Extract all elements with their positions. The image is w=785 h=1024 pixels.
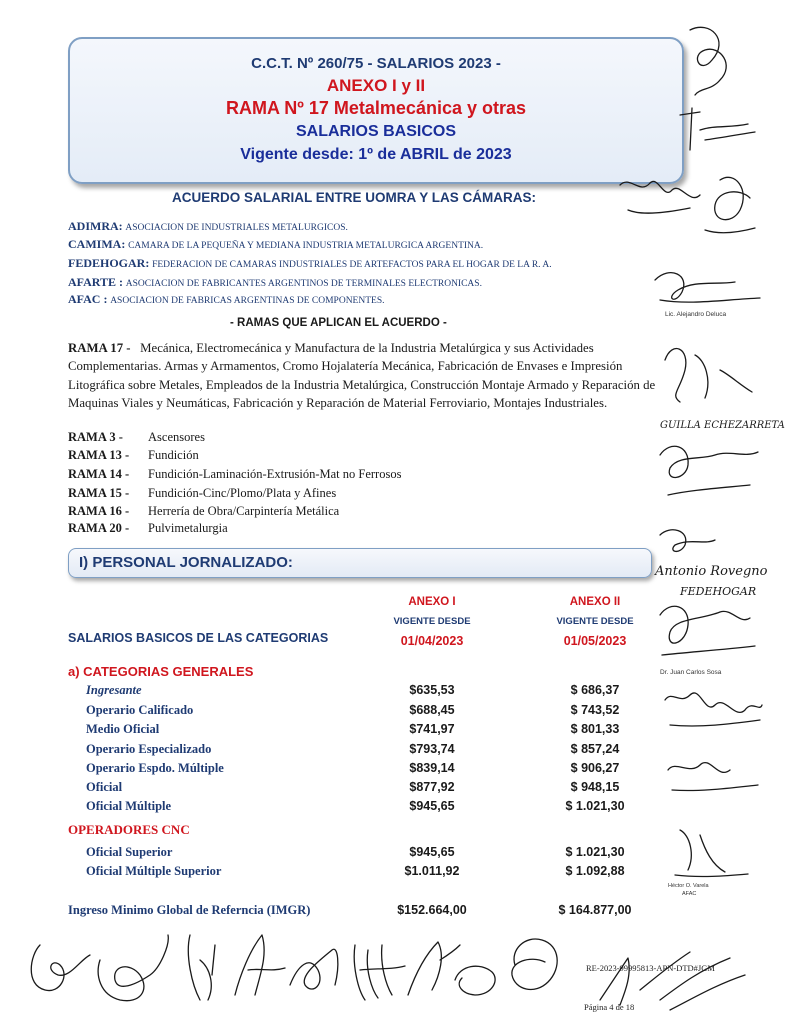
- salary-anexo-2: $ 686,37: [570, 683, 620, 697]
- rama-label: RAMA 20 -: [68, 521, 130, 535]
- category-name: Operario Especializado: [86, 742, 212, 756]
- table-row: [0, 799, 768, 818]
- column-vigente-2: VIGENTE DESDE: [556, 616, 634, 627]
- chamber-abbr: CAMIMA:: [68, 237, 126, 251]
- salary-anexo-1: $945,65: [409, 845, 455, 859]
- signature-label-echezarreta: GUILLA ECHEZARRETA: [660, 420, 785, 431]
- signature-scribble: [188, 935, 215, 1000]
- rama-14: [68, 467, 401, 482]
- agreement-title: ACUERDO SALARIAL ENTRE UOMRA Y LAS CÁMARAS:: [172, 190, 537, 205]
- signature-scribble: [705, 177, 755, 232]
- salary-anexo-1: $945,65: [409, 799, 455, 813]
- salary-anexo-2: $ 743,52: [570, 703, 620, 717]
- salary-anexo-1: $1.011,92: [404, 864, 460, 878]
- signature-scribble: [408, 942, 460, 995]
- rama-text: Ascensores: [148, 430, 205, 444]
- signature-scribble: [235, 935, 285, 995]
- table-title: SALARIOS BASICOS DE LAS CATEGORIAS: [68, 631, 329, 645]
- rama-label: RAMA 16 -: [68, 504, 130, 518]
- category-name: Oficial Múltiple: [86, 799, 172, 813]
- signature-label-fedehogar: FEDEHOGAR: [680, 585, 757, 598]
- table-row: [0, 864, 768, 883]
- header-box: [68, 37, 684, 184]
- imgr-anexo-1: $152.664,00: [397, 903, 467, 917]
- salary-anexo-2: $ 1.021,30: [565, 845, 625, 859]
- signature-scribble: [660, 606, 755, 655]
- rama-label: RAMA 15 -: [68, 486, 130, 500]
- chamber-abbr: AFARTE :: [68, 275, 124, 289]
- chamber-name: FEDERACION DE CAMARAS INDUSTRIALES DE ARTEFACTOS PARA EL HOGAR DE LA R. A.: [152, 260, 552, 270]
- chamber-afac: [68, 292, 384, 307]
- signature-scribble: [354, 945, 405, 1000]
- salary-anexo-1: $839,14: [409, 761, 455, 775]
- rama-17: [68, 339, 678, 413]
- signature-scribble: [660, 530, 715, 552]
- signature-scribble: [98, 935, 168, 1001]
- rama-text: Pulvimetalurgia: [148, 521, 228, 535]
- chamber-name: CAMARA DE LA PEQUEÑA Y MEDIANA INDUSTRIA METALURGICA ARGENTINA.: [128, 241, 484, 251]
- category-name: Medio Oficial: [86, 722, 160, 736]
- table-row: [0, 845, 768, 864]
- salary-anexo-1: $635,53: [409, 683, 455, 697]
- rama-label: RAMA 3 -: [68, 430, 123, 444]
- salary-anexo-2: $ 1.092,88: [565, 864, 625, 878]
- document-reference: RE-2023-99995813-APN-DTD#JGM: [586, 963, 715, 973]
- category-name: Operario Calificado: [86, 703, 194, 717]
- category-name: Ingresante: [86, 683, 142, 697]
- ramas-heading: - RAMAS QUE APLICAN EL ACUERDO -: [230, 317, 447, 329]
- signature-scribble: [660, 446, 758, 495]
- salary-anexo-2: $ 1.021,30: [565, 799, 625, 813]
- salary-anexo-1: $688,45: [409, 703, 455, 717]
- section-title: I) PERSONAL JORNALIZADO:: [79, 554, 293, 571]
- table-row: [0, 761, 768, 780]
- header-rama: RAMA Nº 17 Metalmecánica y otras: [225, 98, 526, 118]
- table-row: [0, 722, 768, 741]
- header-anexo: ANEXO I y II: [326, 76, 426, 95]
- column-anexo-2: ANEXO II: [569, 596, 621, 608]
- salary-anexo-1: $793,74: [409, 742, 455, 756]
- header-vigente: Vigente desde: 1º de ABRIL de 2023: [240, 146, 512, 163]
- chamber-abbr: FEDEHOGAR:: [68, 256, 150, 270]
- rama-label: RAMA 14 -: [68, 467, 130, 481]
- signature-scribble: [31, 945, 90, 991]
- chamber-abbr: AFAC :: [68, 292, 108, 306]
- cnc-operators-title: OPERADORES CNC: [68, 822, 190, 837]
- table-row: [0, 780, 768, 799]
- header-salarios: SALARIOS BASICOS: [295, 123, 456, 140]
- rama-text: Fundición-Laminación-Extrusión-Mat no Ferrosos: [148, 467, 402, 481]
- signature-scribble: [512, 939, 557, 989]
- chamber-name: ASOCIACION DE FABRICAS ARGENTINAS DE COMPONENTES.: [110, 296, 385, 306]
- category-name: Oficial Superior: [86, 845, 173, 859]
- signature-scribble: [690, 27, 726, 95]
- salary-anexo-2: $ 801,33: [570, 722, 620, 736]
- rama-13: [68, 448, 199, 463]
- signature-scribble: [290, 949, 338, 989]
- signature-label-afac: AFAC: [682, 891, 697, 897]
- chamber-name: ASOCIACION DE INDUSTRIALES METALURGICOS.: [125, 223, 348, 233]
- chamber-afarte: [68, 275, 482, 290]
- signature-label-rovegno: Antonio Rovegno: [655, 564, 768, 579]
- category-name: Operario Espdo. Múltiple: [86, 761, 224, 775]
- salary-anexo-2: $ 857,24: [570, 742, 620, 756]
- signature-label-varela: Héctor O. Varela: [668, 883, 709, 889]
- rama-20: [68, 521, 228, 536]
- header-cct: C.C.T. Nº 260/75 - SALARIOS 2023 -: [251, 55, 501, 72]
- rama-text: Fundición: [148, 448, 199, 462]
- salary-anexo-2: $ 948,15: [570, 780, 620, 794]
- rama-label: RAMA 13 -: [68, 448, 130, 462]
- chamber-camima: [68, 237, 483, 252]
- section-title-bar: [68, 548, 652, 578]
- table-row: [0, 742, 768, 761]
- column-date-2: 01/05/2023: [563, 634, 627, 648]
- column-vigente-1: VIGENTE DESDE: [393, 616, 471, 627]
- signature-label-deluca: Lic. Alejandro Deluca: [665, 311, 727, 318]
- page-number: Página 4 de 18: [584, 1002, 635, 1012]
- rama-text: Fundición-Cinc/Plomo/Plata y Afines: [148, 486, 337, 500]
- signature-scribble: [620, 181, 700, 213]
- signature-label-sosa: Dr. Juan Carlos Sosa: [660, 669, 722, 676]
- imgr-anexo-2: $ 164.877,00: [558, 903, 632, 917]
- general-categories-title: a) CATEGORIAS GENERALES: [68, 664, 254, 679]
- signature-scribble: [655, 273, 760, 302]
- table-row: [0, 683, 768, 702]
- rama-text: Herrería de Obra/Carpintería Metálica: [148, 504, 340, 518]
- signature-scribble: [455, 966, 495, 995]
- salary-anexo-2: $ 906,27: [570, 761, 620, 775]
- salary-anexo-1: $741,97: [409, 722, 455, 736]
- rama-3: [68, 430, 205, 445]
- rama-text: Mecánica, Electromecánica y Manufactura de la Industria Metalúrgica y sus Actividades Complementarias. Armas y Armamentos, Cromo Hojalatería Mecánica, Fabricación de Envases e Impresión Litográfica sobre Metales, Empleados de la Industria Metalúrgica, Construcción Montaje Armado y Reparación de Maquinas Viales y Neumáticas, Fabricación y Reparación de Material Ferroviario, Montajes Industriales.: [68, 341, 656, 411]
- salary-anexo-1: $877,92: [409, 780, 455, 794]
- rama-label: RAMA 17 -: [68, 341, 131, 355]
- signature-scribble: [665, 349, 752, 402]
- table-row: [0, 703, 768, 722]
- chamber-fedehogar: [68, 256, 552, 271]
- rama-16: [68, 504, 339, 519]
- chamber-adimra: [68, 219, 348, 234]
- category-name: Oficial: [86, 780, 123, 794]
- chamber-name: ASOCIACION DE FABRICANTES ARGENTINOS DE TERMINALES ELECTRONICAS.: [125, 279, 482, 289]
- rama-15: [68, 486, 336, 501]
- imgr-label: Ingreso Minimo Global de Referncia (IMGR): [68, 903, 311, 917]
- column-anexo-1: ANEXO I: [408, 596, 456, 608]
- chamber-abbr: ADIMRA:: [68, 219, 123, 233]
- category-name: Oficial Múltiple Superior: [86, 864, 222, 878]
- signature-scribble: [680, 108, 755, 150]
- column-date-1: 01/04/2023: [400, 634, 464, 648]
